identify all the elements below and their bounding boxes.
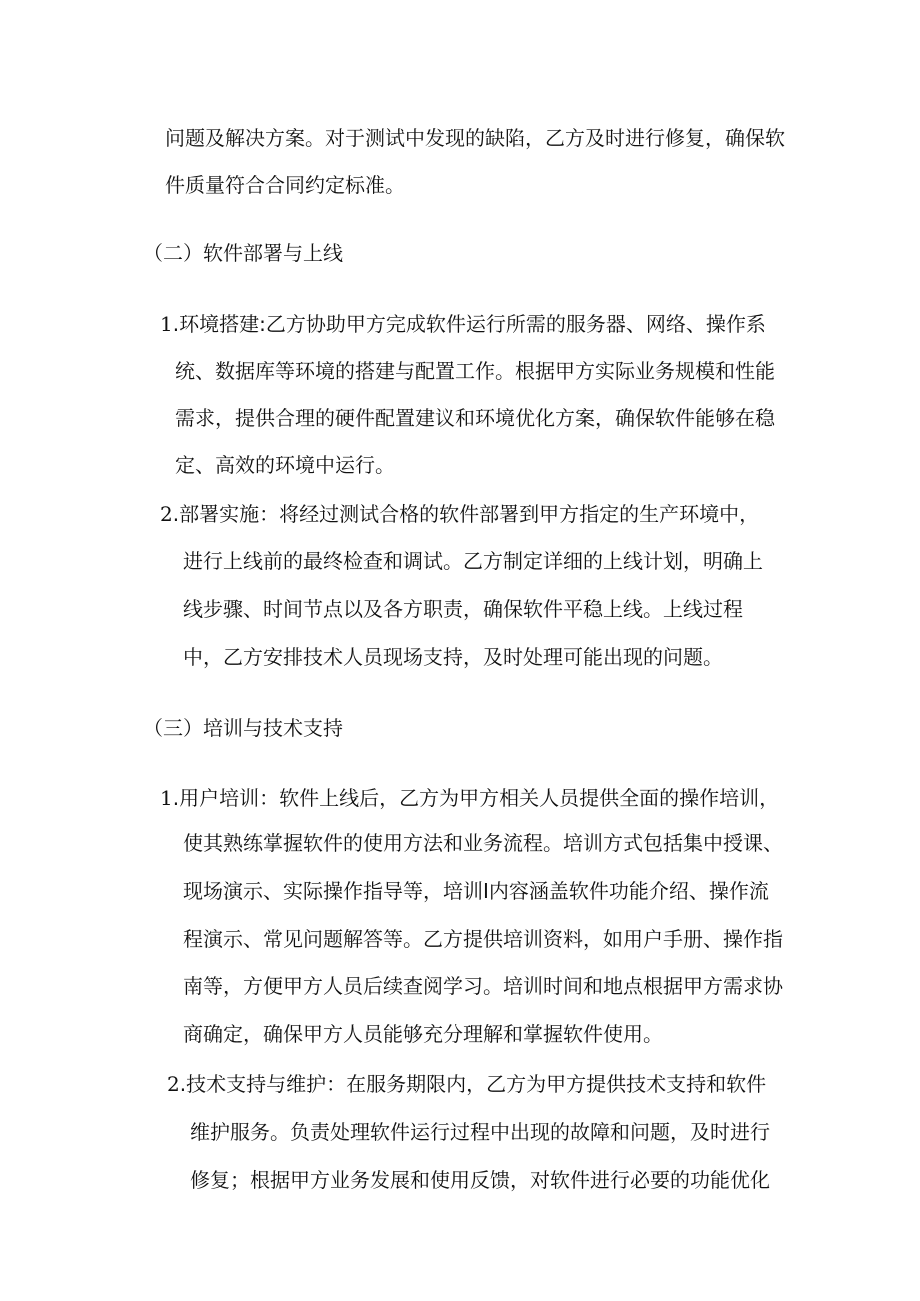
item-text-line: 统、数据库等环境的搭建与配置工作。根据甲方实际业务规模和性能 xyxy=(175,359,775,383)
item-text-line: 需求，提供合理的硬件配置建议和环境优化方案，确保软件能够在稳 xyxy=(175,406,775,430)
intro-line-2: 件质量符合合同约定标准。 xyxy=(165,173,405,197)
item-number: 1 xyxy=(160,786,173,810)
item-text-line: 线步骤、时间节点以及各方职责，确保软件平稳上线。上线过程 xyxy=(183,597,743,621)
item-text-line: 现场演示、实际操作指导等，培训I内容涵盖软件功能介绍、操作流 xyxy=(183,879,769,903)
item-text-line: .环境搭建:乙方协助甲方完成软件运行所需的服务器、网络、操作系 xyxy=(172,312,766,336)
item-number: 2 xyxy=(167,1072,180,1096)
item-text-line: 中，乙方安排技术人员现场支持，及时处理可能出现的问题。 xyxy=(183,645,723,669)
item-text-line: 定、高效的环境中运行。 xyxy=(175,453,395,477)
section-heading-deployment: （二）软件部署与上线 xyxy=(143,241,343,265)
item-text-line: 修复；根据甲方业务发展和使用反馈，对软件进行必要的功能优化 xyxy=(190,1168,770,1192)
section-heading-training-support: （三）培训与技术支持 xyxy=(143,716,343,740)
item-text-line: 南等，方便甲方人员后续查阅学习。培训时间和地点根据甲方需求协 xyxy=(183,974,783,998)
list-item-environment-setup xyxy=(160,310,766,338)
item-text-line: 维护服务。负责处理软件运行过程中出现的故障和问题，及时进行 xyxy=(190,1120,770,1144)
item-text-line: 程演示、常见问题解答等。乙方提供培训资料，如用户手册、操作指 xyxy=(183,927,783,951)
item-text-line: 商确定，确保甲方人员能够充分理解和掌握软件使用。 xyxy=(183,1022,663,1046)
item-number: 1 xyxy=(160,312,173,336)
list-item-technical-support xyxy=(167,1070,766,1098)
item-text-line: 使其熟练掌握软件的使用方法和业务流程。培训方式包括集中授课、 xyxy=(183,831,783,855)
intro-line-1: 问题及解决方案。对于测试中发现的缺陷，乙方及时进行修复，确保软 xyxy=(165,126,785,150)
list-item-deployment-implementation xyxy=(160,500,759,528)
item-text-line: 进行上线前的最终检查和调试。乙方制定详细的上线计划，明确上 xyxy=(183,549,763,573)
item-text-line: .部署实施：将经过测试合格的软件部署到甲方指定的生产环境中， xyxy=(172,502,760,526)
list-item-user-training xyxy=(160,784,779,812)
item-number: 2 xyxy=(160,502,173,526)
item-text-line: .技术支持与维护：在服务期限内，乙方为甲方提供技术支持和软件 xyxy=(179,1072,767,1096)
item-text-line: .用户培训：软件上线后，乙方为甲方相关人员提供全面的操作培训， xyxy=(172,786,780,810)
